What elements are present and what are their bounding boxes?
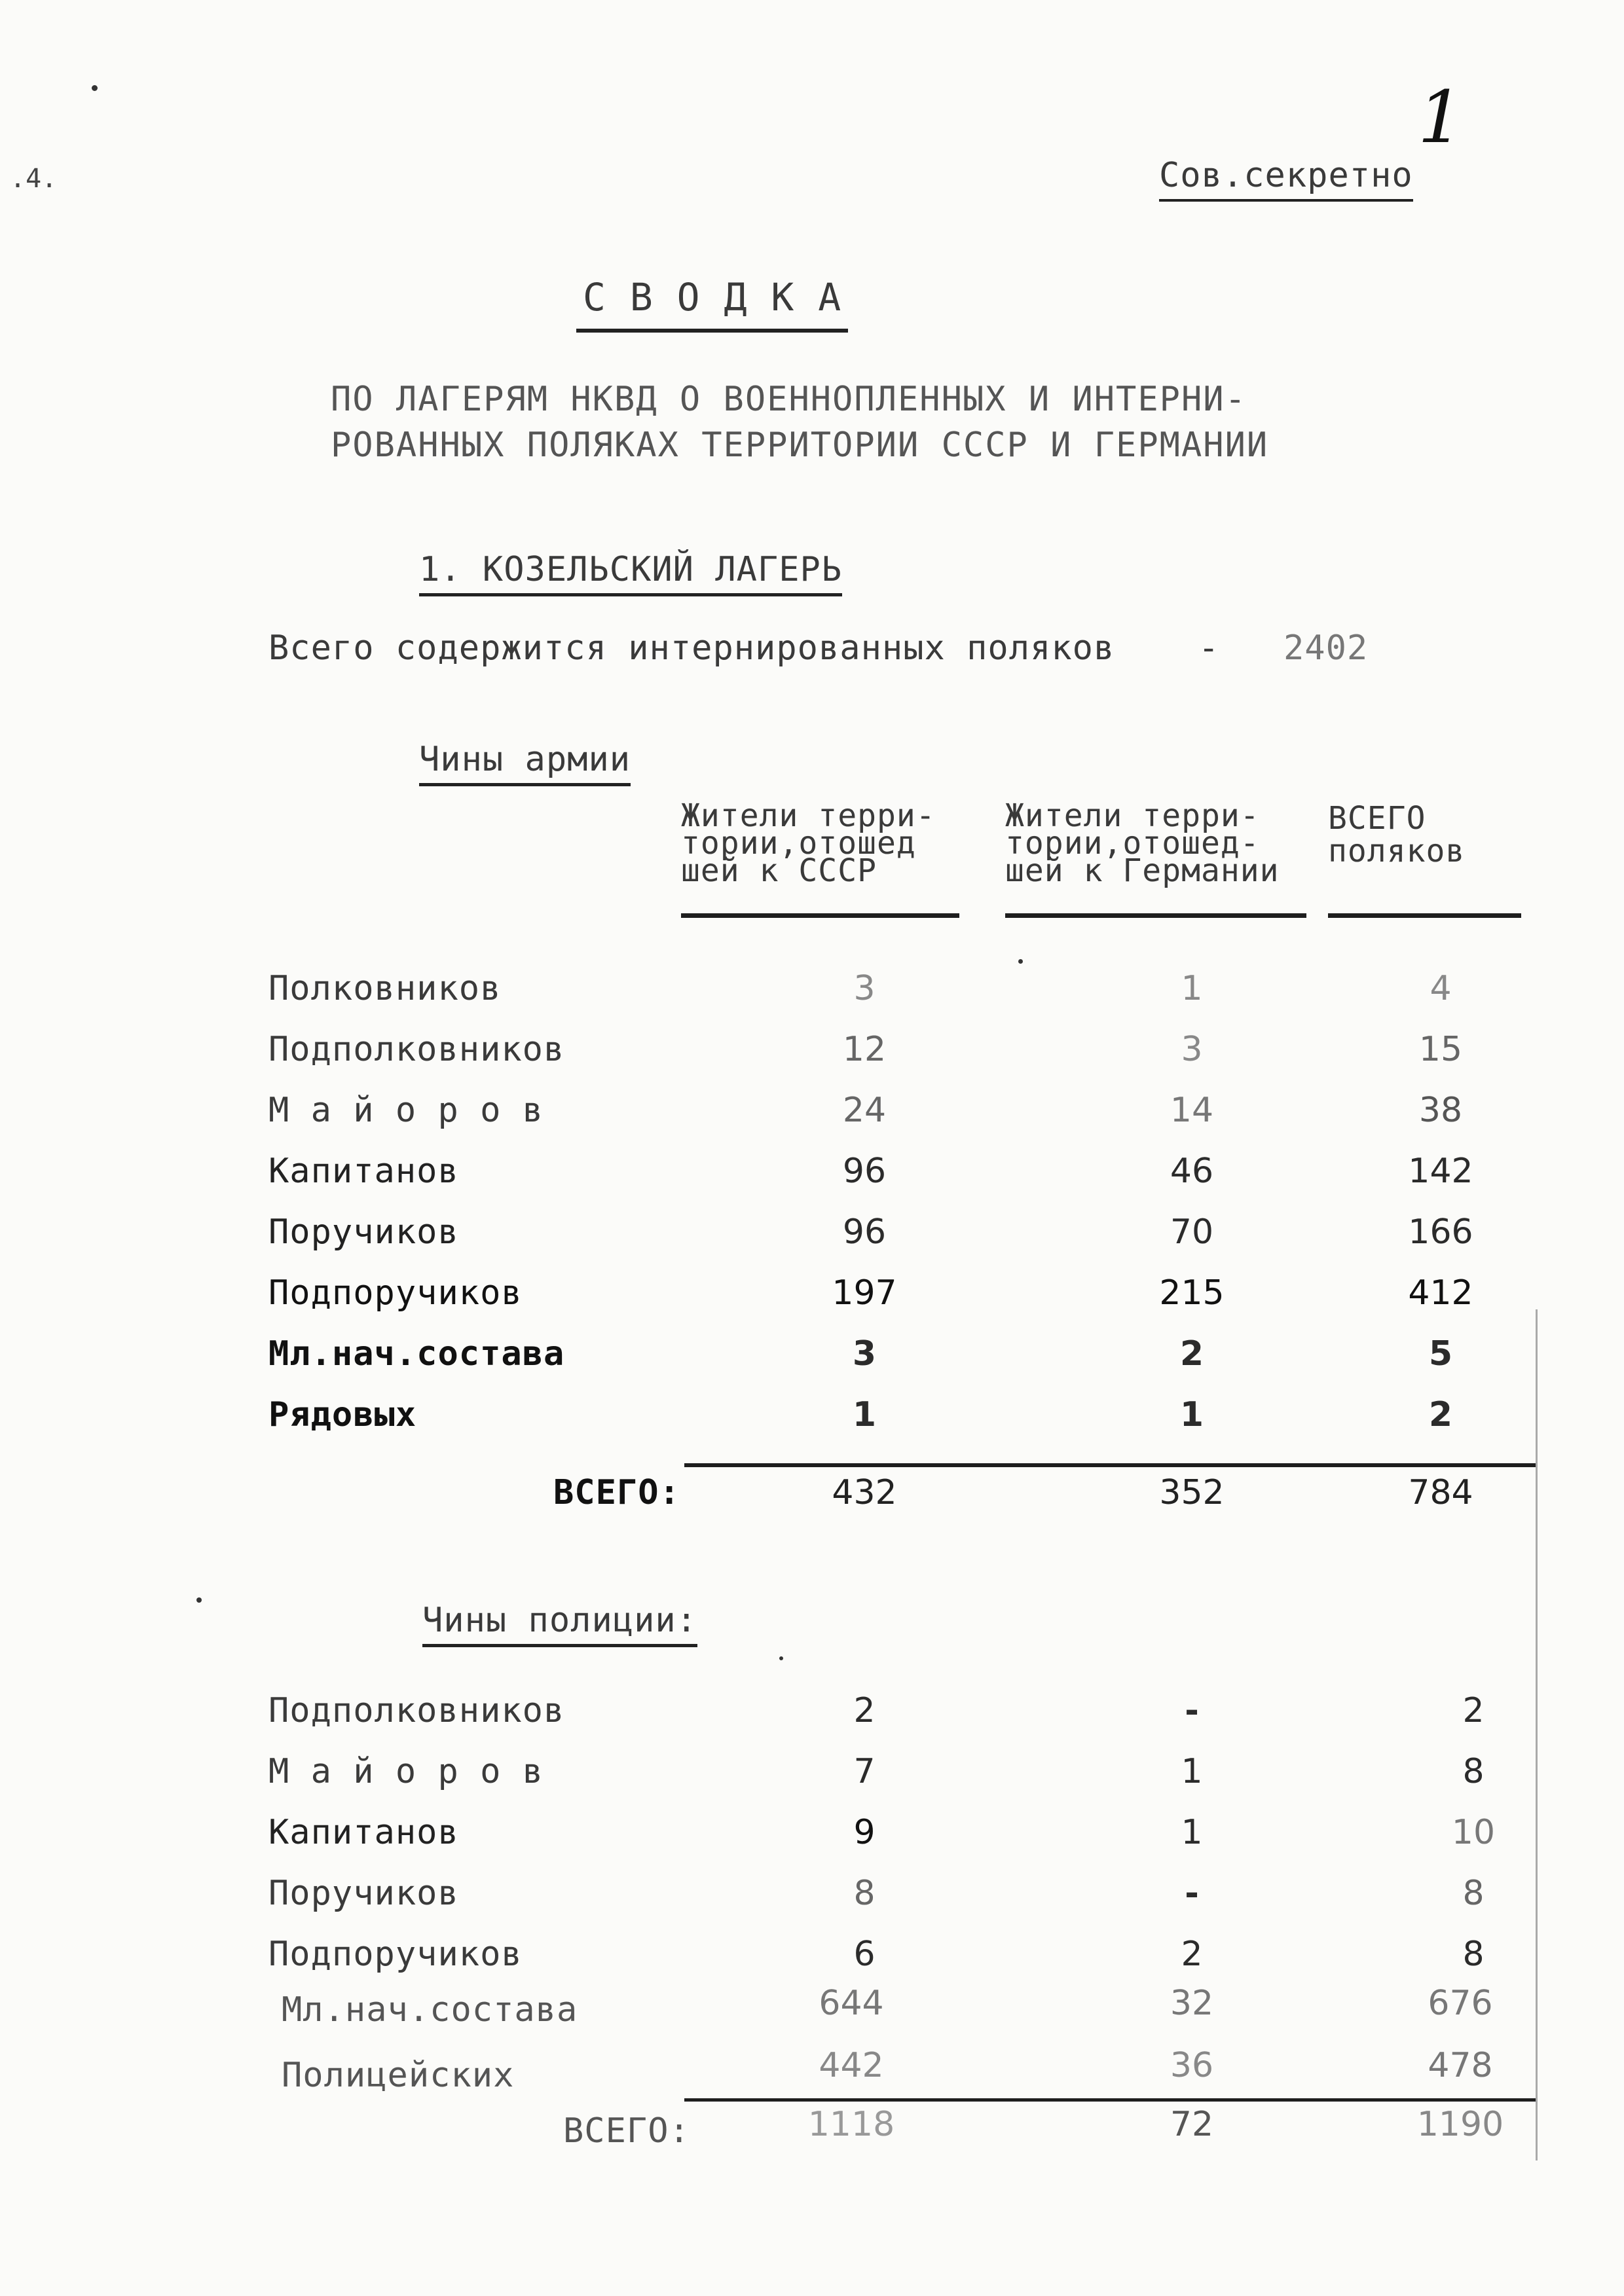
rank-label: М а й о р о в (268, 1091, 544, 1130)
cell-c2: 215 (1159, 1273, 1225, 1313)
cell-c3: 10 (1451, 1813, 1496, 1852)
scan-speck (1018, 959, 1023, 964)
rank-label: Капитанов (268, 1813, 459, 1852)
cell-c3: 4 (1430, 969, 1452, 1008)
scan-speck (779, 1656, 783, 1660)
cell-c3: 142 (1408, 1152, 1473, 1191)
cell-c1: 1 (852, 1395, 877, 1434)
total-interned-dash: - (1198, 629, 1220, 668)
classification-stamp: Сов.секретно (1159, 156, 1413, 202)
cell-c3: 676 (1428, 1984, 1493, 2023)
total-interned-line (268, 629, 1382, 668)
cell-c3: 15 (1418, 1030, 1463, 1069)
col2-header: Жители терри- тории,отошед- шей к Германии (1005, 797, 1280, 889)
page-number: 1 (1418, 75, 1464, 159)
cell-c2: 46 (1170, 1152, 1214, 1191)
total-c3: 1190 (1416, 2105, 1504, 2144)
col3-header: ВСЕГО поляков (1328, 800, 1466, 869)
police-heading: Чины полиции: (422, 1601, 697, 1647)
cell-c3: 8 (1462, 1874, 1485, 1913)
cell-c3: 166 (1408, 1212, 1473, 1252)
subtitle-line-2: РОВАННЫХ ПОЛЯКАХ ТЕРРИТОРИИ СССР И ГЕРМАНИИ (331, 426, 1269, 465)
army-heading: Чины армии (419, 740, 631, 786)
total-label: ВСЕГО: (553, 1473, 680, 1512)
cell-c3: 8 (1462, 1752, 1485, 1791)
cell-c3: 412 (1408, 1273, 1473, 1313)
rank-label: Подпоручиков (268, 1935, 523, 1974)
cell-c1: 12 (842, 1030, 887, 1069)
cell-c2: 36 (1170, 2046, 1214, 2085)
total-c3: 784 (1408, 1473, 1473, 1512)
cell-c2: - (1185, 1874, 1199, 1913)
cell-c3: 2 (1462, 1691, 1485, 1730)
section-title: 1. КОЗЕЛЬСКИЙ ЛАГЕРЬ (419, 550, 842, 596)
cell-c3: 478 (1428, 2046, 1493, 2085)
cell-c2: 2 (1181, 1935, 1203, 1974)
scan-edge-right (1536, 1309, 1538, 2160)
cell-c1: 24 (842, 1091, 887, 1130)
total-c1: 1118 (807, 2105, 895, 2144)
header-rule-1 (681, 913, 959, 918)
rank-label: Подполковников (268, 1030, 565, 1069)
rank-label: Полицейских (282, 2056, 515, 2095)
cell-c2: 70 (1170, 1212, 1214, 1252)
cell-c1: 9 (853, 1813, 876, 1852)
cell-c2: 3 (1181, 1030, 1203, 1069)
cell-c3: 8 (1462, 1935, 1485, 1974)
rank-label: Рядовых (268, 1395, 417, 1434)
cell-c2: 1 (1179, 1395, 1204, 1434)
cell-c1: 3 (852, 1334, 877, 1374)
total-interned-label: Всего содержится интернированных поляков (268, 629, 1115, 668)
header-rule-3 (1328, 913, 1521, 918)
document-title: С В О Д К А (576, 275, 848, 333)
cell-c2: 1 (1181, 1752, 1203, 1791)
col1-header: Жители терри- тории,отошед шей к СССР (681, 797, 936, 889)
cell-c1: 96 (842, 1152, 887, 1191)
cell-c3: 38 (1418, 1091, 1463, 1130)
cell-c1: 197 (832, 1273, 897, 1313)
cell-c1: 442 (819, 2046, 884, 2085)
cell-c2: 32 (1170, 1984, 1214, 2023)
rank-label: М а й о р о в (268, 1752, 544, 1791)
cell-c3: 2 (1428, 1395, 1453, 1434)
army-total-rule (684, 1463, 1536, 1467)
rank-label: Подпоручиков (268, 1273, 523, 1313)
cell-c1: 96 (842, 1212, 887, 1252)
total-c2: 72 (1170, 2105, 1214, 2144)
rank-label: Поручиков (268, 1874, 459, 1913)
rank-label: Подполковников (268, 1691, 565, 1730)
rank-label: Мл.нач.состава (268, 1334, 565, 1374)
total-label: ВСЕГО: (563, 2111, 690, 2151)
cell-c3: 5 (1428, 1334, 1453, 1374)
rank-label: Мл.нач.состава (282, 1990, 578, 2030)
cell-c1: 644 (819, 1984, 884, 2023)
cell-c2: 14 (1170, 1091, 1214, 1130)
rank-label: Капитанов (268, 1152, 459, 1191)
subtitle-line-1: ПО ЛАГЕРЯМ НКВД О ВОЕННОПЛЕННЫХ И ИНТЕРНИ- (331, 380, 1247, 419)
header-rule-2 (1005, 913, 1306, 918)
cell-c1: 2 (853, 1691, 876, 1730)
margin-mark: .4. (10, 164, 58, 194)
total-c2: 352 (1159, 1473, 1225, 1512)
cell-c2: 1 (1181, 969, 1203, 1008)
cell-c1: 3 (853, 969, 876, 1008)
total-c1: 432 (832, 1473, 897, 1512)
cell-c1: 6 (853, 1935, 876, 1974)
scan-speck (92, 85, 98, 91)
cell-c2: 2 (1179, 1334, 1204, 1374)
cell-c2: - (1185, 1691, 1199, 1730)
cell-c2: 1 (1181, 1813, 1203, 1852)
rank-label: Поручиков (268, 1212, 459, 1252)
police-total-rule (684, 2098, 1536, 2102)
cell-c1: 7 (853, 1752, 876, 1791)
total-interned-value: 2402 (1283, 629, 1369, 668)
rank-label: Полковников (268, 969, 502, 1008)
scan-speck (196, 1597, 202, 1603)
cell-c1: 8 (853, 1874, 876, 1913)
